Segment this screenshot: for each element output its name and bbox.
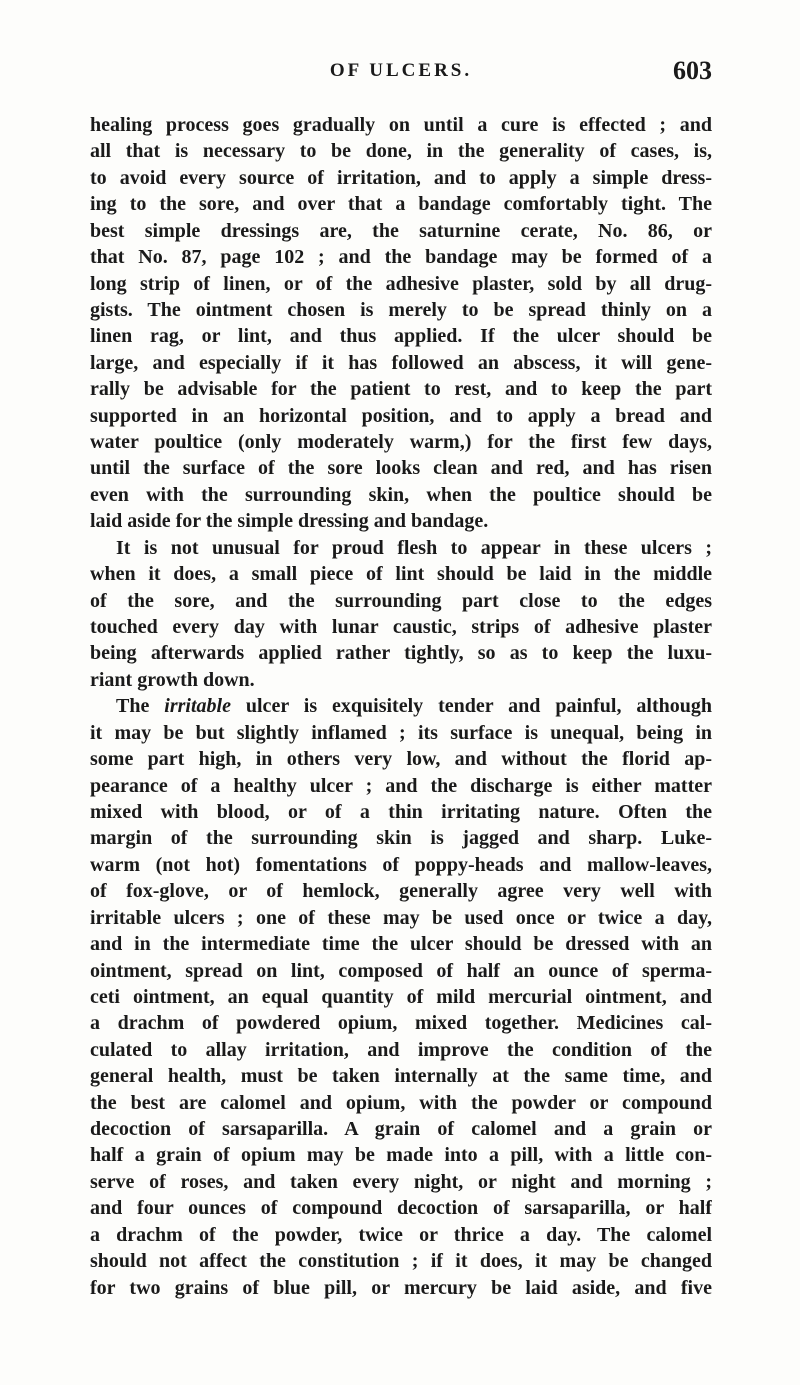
text-line: being afterwards applied rather tightly, so as to keep the luxu-	[90, 642, 712, 665]
text-line: all that is necessary to be done, in the generality of cases, is,	[90, 140, 712, 163]
text-line: margin of the surrounding skin is jagged and sharp. Luke-	[90, 827, 712, 850]
text-line: culated to allay irritation, and improve the condition of the	[90, 1038, 712, 1061]
text-line: supported in an horizontal position, and to apply a bread and	[90, 404, 712, 427]
text-line: of the sore, and the surrounding part close to the edges	[90, 589, 712, 612]
text-line: of fox-glove, or of hemlock, generally agree very well with	[90, 880, 712, 903]
text-line: gists. The ointment chosen is merely to be spread thinly on a	[90, 298, 712, 321]
text-line: ceti ointment, an equal quantity of mild mercurial ointment, and	[90, 985, 712, 1008]
text-line: ing to the sore, and over that a bandage comfortably tight. The	[90, 193, 712, 216]
text-line: a drachm of powdered opium, mixed together. Medicines cal-	[90, 1012, 712, 1035]
text-line: warm (not hot) fomentations of poppy-heads and mallow-leaves,	[90, 853, 712, 876]
paragraph-start-line: It is not unusual for proud flesh to appear in these ulcers ;	[116, 536, 712, 559]
text-line: linen rag, or lint, and thus applied. If the ulcer should be	[90, 325, 712, 348]
text-line: mixed with blood, or of a thin irritating nature. Often the	[90, 800, 712, 823]
text-run: ulcer is exquisitely tender and painful, although	[230, 695, 712, 718]
text-run: The	[116, 695, 165, 718]
paragraph-start-line	[90, 693, 712, 719]
text-line: large, and especially if it has followed an abscess, it will gene-	[90, 351, 712, 374]
text-line: rally be advisable for the patient to rest, and to keep the part	[90, 378, 712, 401]
text-line: long strip of linen, or of the adhesive plaster, sold by all drug-	[90, 272, 712, 295]
text-line: pearance of a healthy ulcer ; and the discharge is either matter	[90, 774, 712, 797]
text-line: that No. 87, page 102 ; and the bandage may be formed of a	[90, 246, 712, 269]
text-line: irritable ulcers ; one of these may be used once or twice a day,	[90, 906, 712, 929]
text-line: general health, must be taken internally at the same time, and	[90, 1065, 712, 1088]
text-line: when it does, a small piece of lint should be laid in the middle	[90, 563, 712, 586]
text-line: ointment, spread on lint, composed of half an ounce of sperma-	[90, 959, 712, 982]
paragraph-end-line: laid aside for the simple dressing and bandage.	[90, 510, 489, 533]
paragraph-end-line: riant growth down.	[90, 668, 255, 691]
text-line: and in the intermediate time the ulcer should be dressed with an	[90, 933, 712, 956]
text-line: the best are calomel and opium, with the powder or compound	[90, 1091, 712, 1114]
text-line: for two grains of blue pill, or mercury be laid aside, and five	[90, 1276, 712, 1299]
text-line: best simple dressings are, the saturnine cerate, No. 86, or	[90, 219, 712, 242]
text-line: half a grain of opium may be made into a pill, with a little con-	[90, 1144, 712, 1167]
text-line: to avoid every source of irritation, and to apply a simple dress-	[90, 166, 712, 189]
text-line: should not affect the constitution ; if it does, it may be changed	[90, 1250, 712, 1273]
text-line: until the surface of the sore looks clean and red, and has risen	[90, 457, 712, 480]
text-line: healing process goes gradually on until a cure is effected ; and	[90, 114, 712, 136]
text-line: serve of roses, and taken every night, or night and morning ;	[90, 1170, 712, 1193]
text-line: even with the surrounding skin, when the poultice should be	[90, 483, 712, 506]
body-text	[90, 112, 712, 1301]
text-line: some part high, in others very low, and without the florid ap-	[90, 748, 712, 771]
running-title: OF ULCERS.	[329, 60, 473, 81]
text-line: a drachm of the powder, twice or thrice a day. The calomel	[90, 1223, 712, 1246]
page-number: 603	[673, 56, 712, 85]
italic-term: irritable	[164, 695, 231, 718]
text-line: water poultice (only moderately warm,) for the first few days,	[90, 431, 712, 454]
text-line: touched every day with lunar caustic, strips of adhesive plaster	[90, 616, 712, 639]
text-line: decoction of sarsaparilla. A grain of calomel and a grain or	[90, 1118, 712, 1141]
running-head	[90, 56, 712, 90]
text-line: and four ounces of compound decoction of sarsaparilla, or half	[90, 1197, 712, 1220]
text-line: it may be but slightly inflamed ; its surface is unequal, being in	[90, 721, 712, 744]
